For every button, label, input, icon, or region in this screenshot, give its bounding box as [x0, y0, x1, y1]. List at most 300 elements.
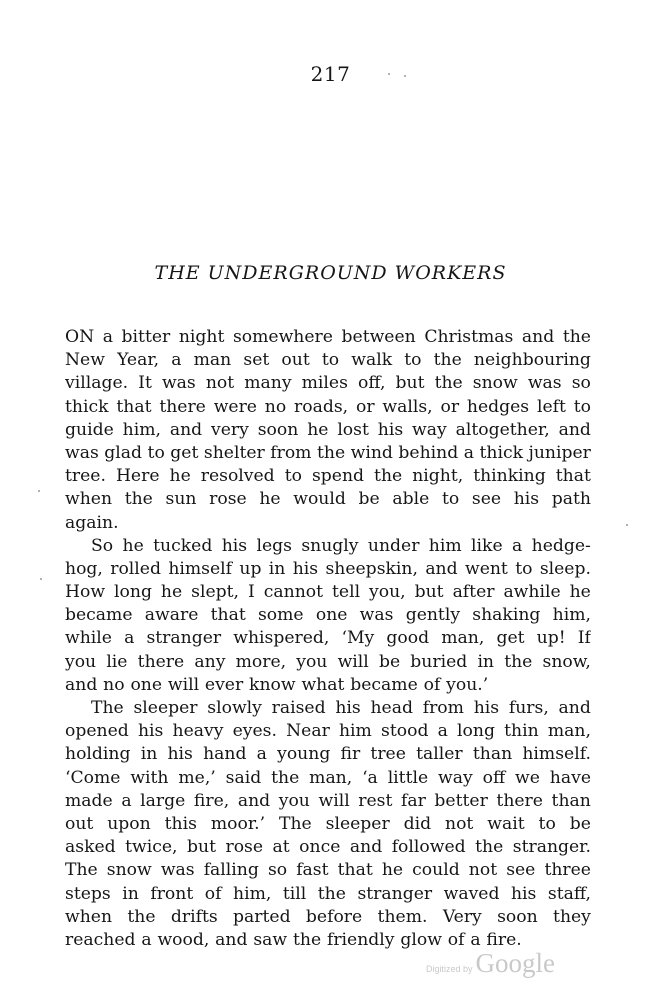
word: a [121, 790, 132, 811]
word: snow, [542, 651, 591, 672]
word: rest [358, 790, 393, 811]
word: the [475, 837, 504, 858]
word: said [225, 767, 262, 788]
word: a [463, 442, 474, 463]
word: he [381, 860, 404, 881]
word: thin [504, 721, 539, 742]
word: snow [106, 860, 152, 881]
word: stood [381, 721, 429, 742]
word: have [549, 767, 591, 788]
word: thick [65, 396, 109, 417]
word: than [472, 744, 513, 765]
word: see [471, 489, 502, 510]
word: one [315, 605, 348, 626]
word: up! [536, 628, 566, 649]
scan-speck [38, 490, 40, 492]
word: holding [65, 744, 131, 765]
word: once [299, 837, 341, 858]
word: a [256, 744, 267, 765]
word: his [473, 698, 500, 718]
word: the [292, 929, 322, 950]
word: slept, [191, 582, 240, 603]
word: you [296, 651, 328, 672]
word: to [538, 813, 556, 834]
word: wood, [157, 929, 210, 950]
word: little [387, 767, 429, 788]
word: way [438, 767, 473, 788]
word: them. [377, 906, 428, 927]
word: from [270, 442, 312, 463]
word: taller [416, 744, 463, 765]
word: to [573, 396, 591, 417]
word: while [65, 628, 112, 649]
word: Near [286, 721, 330, 742]
word: Very [442, 906, 482, 927]
word: path [551, 489, 591, 510]
word: far [401, 790, 426, 811]
word: his [167, 744, 193, 765]
word: a [437, 721, 448, 742]
word: be [378, 651, 401, 672]
word: the [124, 489, 153, 510]
scan-speck [404, 75, 406, 77]
word: rolled [110, 558, 161, 579]
page-number: 217 [310, 62, 351, 86]
word: twice, [125, 837, 178, 858]
word: became [350, 674, 418, 695]
text-line [65, 465, 591, 488]
word: stranger [357, 883, 433, 904]
text-line [65, 674, 591, 697]
word: himself [168, 558, 233, 579]
word: many [244, 373, 292, 394]
word: tucked [153, 535, 213, 556]
word: ‘a [362, 767, 378, 788]
word: ‘Come [65, 767, 121, 788]
word: Christmas [424, 327, 514, 347]
word: he [169, 466, 191, 487]
word: out [281, 350, 310, 371]
word: roads, [294, 396, 349, 417]
word: way [412, 419, 447, 440]
word: of [447, 929, 465, 950]
text-line [65, 627, 591, 650]
word: get [170, 442, 199, 463]
word: or [440, 396, 460, 417]
word: slowly [207, 698, 262, 718]
word: the [434, 373, 463, 394]
word: he [160, 582, 183, 603]
word: snow [472, 373, 518, 394]
word: falling [203, 860, 259, 881]
word: but [187, 837, 216, 858]
word: hog, [65, 558, 103, 579]
word: in [268, 558, 286, 579]
word: a [171, 350, 182, 371]
word: under [367, 535, 420, 556]
word: three [544, 860, 591, 881]
word: long [457, 721, 495, 742]
word: awhile [503, 582, 561, 603]
word: If [577, 628, 591, 649]
word: at [272, 837, 290, 858]
word: gently [405, 605, 461, 626]
chapter-title: THE UNDERGROUND WORKERS [154, 262, 507, 284]
text-line [65, 790, 591, 813]
word: I [247, 582, 255, 603]
word: rose [225, 837, 264, 858]
word: able [392, 489, 430, 510]
word: buried [410, 651, 468, 672]
word: his [377, 419, 404, 440]
word: his [137, 721, 164, 742]
text-line [65, 442, 591, 465]
word: snugly [301, 535, 359, 556]
word: till [282, 883, 307, 904]
word: he [569, 582, 591, 603]
word: legs [256, 535, 292, 556]
word: so [267, 860, 288, 881]
word: to [515, 558, 533, 579]
word: you, [369, 582, 406, 603]
word: his [221, 535, 248, 556]
word: him, [233, 883, 272, 904]
word: somewhere [232, 327, 333, 347]
word: and [425, 558, 458, 579]
word: will [318, 790, 350, 811]
text-line [65, 651, 591, 674]
word: they [553, 906, 591, 927]
word: get [496, 628, 525, 649]
word: sun [165, 489, 197, 510]
word: and [237, 790, 271, 811]
word: soon [497, 906, 538, 927]
word: night [178, 327, 225, 347]
word: furs, [508, 698, 549, 718]
word: no [264, 396, 287, 417]
google-logo: Google [475, 948, 556, 978]
word: will [337, 651, 369, 672]
word: was [160, 860, 195, 881]
word: a [512, 535, 523, 556]
text-line [65, 488, 591, 511]
word: fast [296, 860, 329, 881]
scan-speck [626, 524, 628, 526]
word: was [359, 605, 394, 626]
word: again. [65, 512, 119, 533]
word: spend [311, 466, 365, 487]
word: walls, [382, 396, 433, 417]
text-line [65, 372, 591, 395]
text-line [65, 396, 591, 419]
word: walk [351, 350, 393, 371]
word: when [65, 906, 113, 927]
word: shelter [203, 442, 265, 463]
word: did [403, 813, 432, 834]
word: to [284, 466, 302, 487]
word: miles [301, 373, 348, 394]
word: to [321, 350, 340, 371]
word: made [65, 790, 113, 811]
word: some [257, 605, 304, 626]
word: his [335, 698, 361, 718]
text-line [65, 419, 591, 442]
word: moor.’ [210, 813, 266, 834]
word: neighbouring [473, 350, 591, 371]
word: of [423, 674, 441, 695]
word: up [239, 558, 262, 579]
word: when [65, 489, 113, 510]
word: was [161, 373, 196, 394]
word: The [279, 813, 312, 834]
word: tree [370, 744, 406, 765]
word: me,’ [178, 767, 216, 788]
word: the [562, 327, 591, 347]
word: followed [391, 837, 466, 858]
word: head [370, 698, 413, 718]
word: saw [253, 929, 288, 950]
word: off [482, 767, 506, 788]
word: opened [65, 721, 129, 742]
word: but [414, 582, 444, 603]
word: altogether, [455, 419, 550, 440]
text-line [65, 697, 591, 720]
digitized-watermark [426, 948, 555, 979]
word: we [515, 767, 540, 788]
word: ‘My [341, 628, 375, 649]
word: or [355, 396, 375, 417]
word: very [211, 419, 249, 440]
word: tell [332, 582, 361, 603]
word: the [271, 767, 300, 788]
word: went [464, 558, 508, 579]
text-line [65, 512, 591, 535]
word: New [65, 350, 105, 371]
word: wind [350, 442, 393, 463]
word: him [338, 721, 372, 742]
word: himself. [522, 744, 591, 765]
word: him [428, 535, 462, 556]
word: large [140, 790, 186, 811]
word: stranger [146, 628, 222, 649]
scan-speck [40, 578, 42, 580]
word: more, [235, 651, 287, 672]
word: long [114, 582, 152, 603]
word: his [292, 558, 319, 579]
word: The [65, 860, 98, 881]
word: a [470, 929, 481, 950]
word: asked [65, 837, 116, 858]
word: heavy [172, 721, 224, 742]
word: of [204, 883, 222, 904]
word: the [127, 906, 156, 927]
word: you [278, 790, 310, 811]
word: and [169, 419, 203, 440]
word: It [138, 373, 152, 394]
word: man, [309, 767, 353, 788]
word: than [551, 790, 591, 811]
word: young [277, 744, 331, 765]
word: there [137, 651, 185, 672]
scan-speck [388, 73, 390, 75]
text-line [65, 326, 591, 349]
word: The [91, 698, 124, 718]
word: front [150, 883, 194, 904]
word: hedges [466, 396, 530, 417]
word: out [65, 813, 94, 834]
word: know [249, 674, 296, 695]
word: in [140, 744, 158, 765]
word: he [259, 489, 281, 510]
text-line [65, 743, 591, 766]
word: and [521, 327, 555, 347]
word: this [164, 813, 197, 834]
word: became [65, 605, 133, 626]
word: sleeper [133, 698, 198, 718]
word: there [496, 790, 543, 811]
word: the [316, 442, 346, 463]
word: the [317, 883, 346, 904]
word: resolved [200, 466, 275, 487]
word: would [293, 489, 346, 510]
word: but [395, 373, 425, 394]
word: he [307, 419, 329, 440]
word: to [404, 350, 422, 371]
word: aware [144, 605, 199, 626]
word: and [215, 929, 248, 950]
word: Here [115, 466, 160, 487]
word: steps [65, 883, 111, 904]
word: and [558, 698, 591, 718]
word: staff, [547, 883, 591, 904]
word: cannot [263, 582, 324, 603]
word: wait [487, 813, 525, 834]
word: How [65, 582, 106, 603]
text-line [65, 535, 591, 558]
watermark-prefix: Digitized by [426, 964, 473, 974]
word: and [349, 837, 383, 858]
word: him, [122, 419, 161, 440]
word: juniper [528, 442, 591, 463]
word: will [167, 674, 200, 695]
word: a [124, 628, 135, 649]
word: good [386, 628, 430, 649]
word: lie [106, 651, 128, 672]
word: he [122, 535, 144, 556]
word: be [569, 813, 591, 834]
word: after [452, 582, 495, 603]
word: man [193, 350, 232, 371]
word: that [555, 466, 591, 487]
text-line [65, 558, 591, 581]
word: soon [257, 419, 299, 440]
word: guide [65, 419, 114, 440]
body-text [65, 326, 591, 952]
word: whispered, [233, 628, 330, 649]
word: raised [271, 698, 326, 718]
word: was [65, 442, 99, 463]
word: his [510, 883, 537, 904]
word: better [434, 790, 488, 811]
word: thinking [473, 466, 546, 487]
word: be [358, 489, 380, 510]
word: not [468, 860, 498, 881]
word: man, [441, 628, 485, 649]
word: left [536, 396, 566, 417]
word: a [102, 327, 113, 347]
word: sleeper [325, 813, 390, 834]
text-line [65, 604, 591, 627]
word: before [305, 906, 363, 927]
word: shaking [472, 605, 541, 626]
word: to [147, 442, 165, 463]
word: glad [104, 442, 143, 463]
word: night, [412, 466, 464, 487]
word: hedge- [531, 535, 591, 556]
word: reached [65, 929, 136, 950]
word: between [341, 327, 416, 347]
word: bitter [121, 327, 171, 347]
word: there [159, 396, 206, 417]
word: thick [479, 442, 523, 463]
word: waved [443, 883, 500, 904]
text-line [65, 836, 591, 859]
word: ON [65, 327, 95, 347]
word: his [513, 489, 540, 510]
word: that [210, 605, 246, 626]
word: sleep. [539, 558, 591, 579]
word: him, [552, 605, 591, 626]
word: to [441, 489, 460, 510]
word: So [91, 535, 114, 556]
word: sheepskin, [325, 558, 418, 579]
word: any [194, 651, 226, 672]
word: in [477, 651, 495, 672]
word: drifts [170, 906, 218, 927]
text-line [65, 813, 591, 836]
word: lost [337, 419, 369, 440]
word: that [116, 396, 152, 417]
word: fire, [193, 790, 230, 811]
word: that [337, 860, 373, 881]
word: the [504, 651, 533, 672]
text-line [65, 767, 591, 790]
word: could [412, 860, 460, 881]
word: village. [65, 373, 129, 394]
word: Year, [117, 350, 160, 371]
word: fire. [486, 929, 522, 950]
word: and [65, 674, 98, 695]
word: friendly [326, 929, 395, 950]
text-line [65, 883, 591, 906]
word: from [422, 698, 464, 718]
word: and [558, 419, 591, 440]
word: parted [233, 906, 291, 927]
word: not [445, 813, 474, 834]
word: the [433, 350, 462, 371]
word: upon [107, 813, 151, 834]
word: man, [547, 721, 591, 742]
word: so [571, 373, 591, 394]
text-line [65, 906, 591, 929]
word: what [301, 674, 345, 695]
text-line [65, 581, 591, 604]
word: rose [209, 489, 247, 510]
word: like [471, 535, 503, 556]
word: ever [204, 674, 244, 695]
word: behind [398, 442, 459, 463]
word: the [374, 466, 403, 487]
